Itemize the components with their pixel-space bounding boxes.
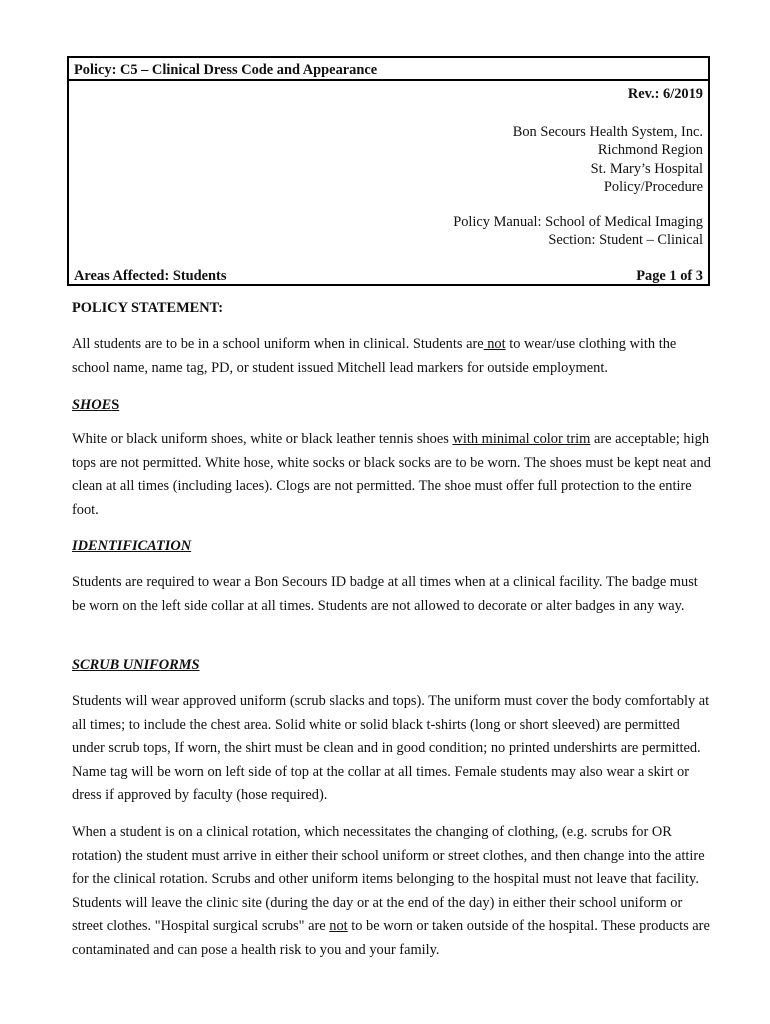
- policy-manual: Policy Manual: School of Medical Imaging: [453, 214, 703, 230]
- org-name: Bon Secours Health System, Inc.: [512, 124, 703, 140]
- policy-statement-heading: POLICY STATEMENT:: [72, 300, 223, 316]
- shoes-paragraph: [72, 428, 712, 522]
- underlined-phrase: with minimal color trim: [452, 431, 591, 447]
- org-doc-type: Policy/Procedure: [603, 179, 703, 196]
- heading-italic-part: SHOE: [72, 397, 112, 413]
- text-run: to wear/use clothing with the school name, name tag, PD, or student issued Mitchell lead markers for outside employment.: [72, 336, 677, 376]
- organization-block: [513, 123, 703, 197]
- policy-title: Policy: C5 – Clinical Dress Code and Appearance: [69, 58, 708, 81]
- manual-block: [453, 213, 703, 250]
- shoes-heading: [72, 397, 712, 414]
- text-run: When a student is on a clinical rotation, which necessitates the changing of clothing, (e.g. scrubs for OR rotation) the student must arrive in either their school uniform or street clothes, and then change into the attire for the clinical rotation. Scrubs and other uniform items belonging to the hospital must not leave that facility. Students will leave the clinic site (during the day or at the end of the day) in either their school uniform or street clothes. "Hospital surgical scrubs" are: [72, 824, 705, 934]
- page-number: Page 1 of 3: [636, 268, 703, 284]
- text-run: White or black uniform shoes, white or black leather tennis shoes: [72, 431, 453, 447]
- text-run: to be worn or taken outside of the hospital. These products are contaminated and can pose a health risk to you and your family.: [72, 918, 710, 958]
- scrub-uniforms-paragraph-2: [72, 821, 712, 962]
- text-run: are acceptable; high tops are not permitted. White hose, white socks or black socks are to be worn. The shoes must be kept neat and clean at all times (including laces). Clogs are not permitted. The shoe must offer full protection to the entire foot.: [72, 431, 711, 518]
- revision-date: Rev.: 6/2019: [627, 86, 703, 102]
- org-region: Richmond Region: [597, 142, 703, 159]
- identification-heading: IDENTIFICATION: [72, 538, 192, 554]
- heading-plain-part: S: [111, 397, 120, 413]
- manual-section: Section: Student – Clinical: [548, 232, 703, 249]
- identification-paragraph: Students are required to wear a Bon Secours ID badge at all times when at a clinical facility. The badge must be worn on the left side collar at all times. Students are not allowed to decorate or alter badges in any way.: [72, 574, 698, 614]
- scrub-uniforms-heading: SCRUB UNIFORMS: [72, 657, 200, 673]
- scrub-uniforms-paragraph-1: Students will wear approved uniform (scrub slacks and tops). The uniform must cover the body comfortably at all times; to include the chest area. Solid white or solid black t-shirts (long or short sleeved) are permitted under scrub tops, If worn, the shirt must be clean and in good condition; no printed undershirts are permitted. Name tag will be worn on left side of top at the collar at all times. Female students may also wear a skirt or dress if approved by faculty (hose required).: [72, 693, 710, 803]
- policy-header-box: [67, 56, 710, 286]
- text-run: All students are to be in a school uniform when in clinical. Students are: [72, 336, 484, 352]
- policy-statement-paragraph: [72, 333, 712, 380]
- emphasis-not: not: [483, 336, 506, 352]
- areas-affected: Areas Affected: Students: [74, 268, 227, 284]
- org-hospital: St. Mary’s Hospital: [590, 160, 703, 177]
- emphasis-not: not: [329, 918, 348, 934]
